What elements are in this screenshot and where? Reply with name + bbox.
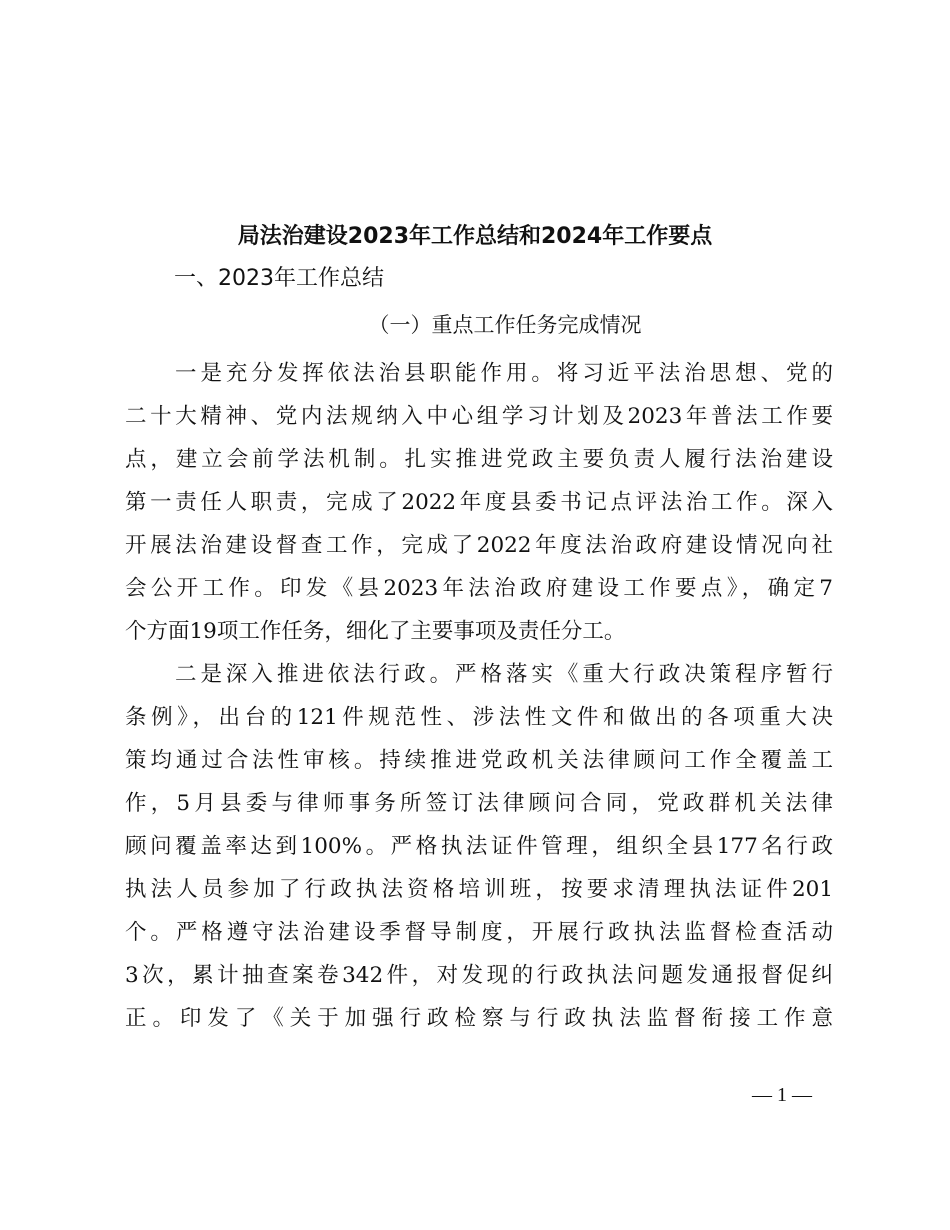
paragraph-line: 个。严格遵守法治建设季督导制度，开展行政执法监督检查活动 xyxy=(125,920,833,945)
page-number: — 1 — xyxy=(752,1084,812,1106)
paragraph-line: 第一责任人职责，完成了2022年度县委书记点评法治工作。深入 xyxy=(125,490,833,515)
paragraph-line: 二十大精神、党内法规纳入中心组学习计划及2023年普法工作要 xyxy=(125,404,833,429)
document-body xyxy=(125,352,833,1040)
paragraph-line: 策均通过合法性审核。持续推进党政机关法律顾问工作全覆盖工 xyxy=(125,748,833,773)
paragraph-line: 开展法治建设督查工作，完成了2022年度法治政府建设情况向社 xyxy=(125,533,833,558)
paragraph-line: 会公开工作。印发《县2023年法治政府建设工作要点》，确定7 xyxy=(125,576,833,601)
paragraph-line: 条例》，出台的121件规范性、涉法性文件和做出的各项重大决 xyxy=(125,705,833,730)
subsection-heading-1: （一）重点工作任务完成情况 xyxy=(368,313,642,337)
document-title: 局法治建设2023年工作总结和2024年工作要点 xyxy=(237,224,713,249)
paragraph-2 xyxy=(125,653,833,1040)
paragraph-line: 正。印发了《关于加强行政检察与行政执法监督衔接工作意 xyxy=(125,1006,833,1031)
paragraph-line: 执法人员参加了行政执法资格培训班，按要求清理执法证件201 xyxy=(125,877,833,902)
paragraph-line: 个方面19项工作任务，细化了主要事项及责任分工。 xyxy=(125,619,626,644)
paragraph-line: 3次，累计抽查案卷342件，对发现的行政执法问题发通报督促纠 xyxy=(125,963,833,988)
paragraph-line: 顾问覆盖率达到100%。严格执法证件管理，组织全县177名行政 xyxy=(125,834,833,859)
paragraph-line: 二是深入推进依法行政。严格落实《重大行政决策程序暂行 xyxy=(175,662,833,687)
paragraph-line: 作，5月县委与律师事务所签订法律顾问合同，党政群机关法律 xyxy=(125,791,833,816)
paragraph-line: 点，建立会前学法机制。扎实推进党政主要负责人履行法治建设 xyxy=(125,447,833,472)
section-heading-1: 一、2023年工作总结 xyxy=(174,266,384,291)
paragraph-line: 一是充分发挥依法治县职能作用。将习近平法治思想、党的 xyxy=(175,361,833,386)
paragraph-1 xyxy=(125,352,833,653)
